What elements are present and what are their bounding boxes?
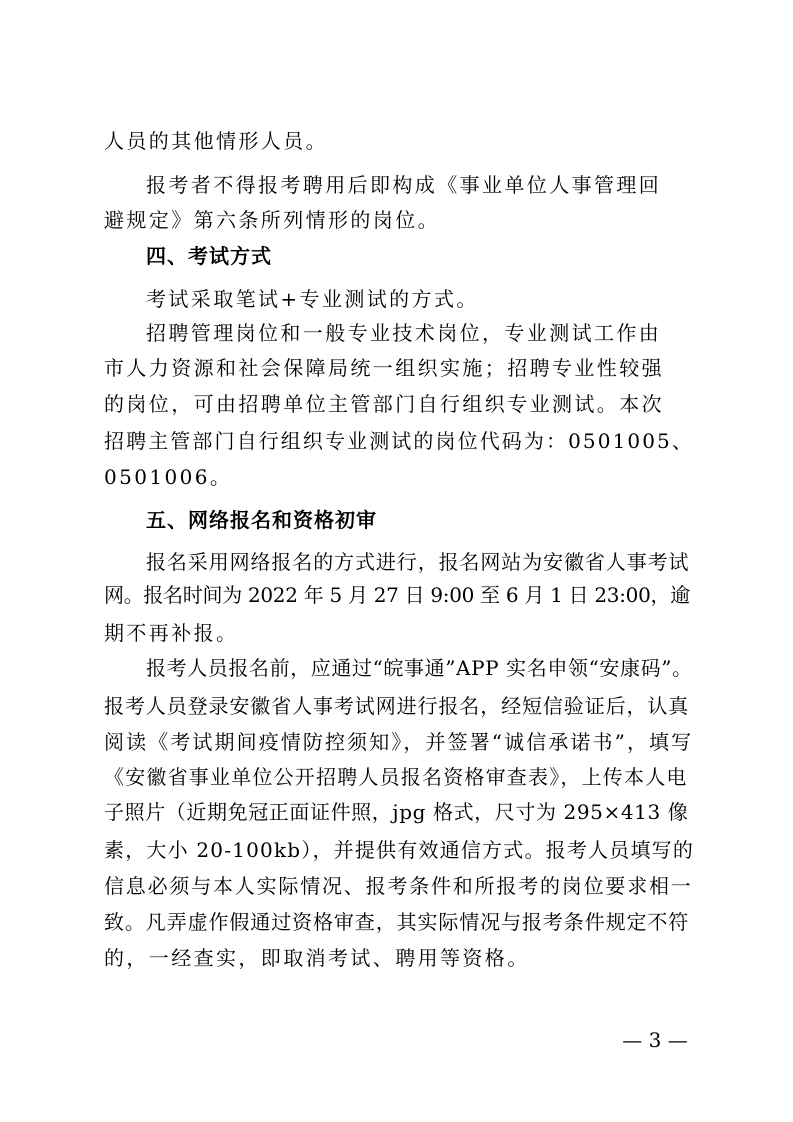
text-line: 报考人员登录安徽省人事考试网进行报名，经短信验证后，认真 [104, 694, 690, 718]
text-line: 0501006。 [104, 465, 233, 489]
text-line: 致。凡弄虚作假通过资格审查，其实际情况与报考条件规定不符 [104, 910, 690, 934]
text-line: 素，大小 20-100kb），并提供有效通信方式。报考人员填写的 [104, 838, 695, 862]
text-line: 招聘管理岗位和一般专业技术岗位，专业测试工作由 [146, 321, 662, 345]
text-line: 人员的其他情形人员。 [104, 129, 328, 153]
section-heading: 四、考试方式 [146, 244, 272, 268]
text-line: 报考人员报名前，应通过“皖事通”APP 实名申领“安康码”。 [146, 656, 693, 680]
text-line: 阅读《考试期间疫情防控须知》，并签署“诚信承诺书”，填写 [104, 730, 694, 754]
page-number: — 3 — [622, 1028, 688, 1052]
text-line: 招聘主管部门自行组织专业测试的岗位代码为：0501005、 [104, 429, 694, 453]
text-line: 避规定》第六条所列情形的岗位。 [104, 208, 440, 232]
text-line: 网。报名时间为 2022 年 5 月 27 日 9:00 至 6 月 1 日 23:00，逾 [104, 583, 690, 607]
text-line: 信息必须与本人实际情况、报考条件和所报考的岗位要求相一 [104, 874, 693, 898]
text-line: 子照片（近期免冠正面证件照，jpg 格式，尺寸为 295×413 像 [104, 800, 689, 824]
text-line: 《安徽省事业单位公开招聘人员报名资格审查表》，上传本人电 [104, 765, 688, 789]
text-line: 市人力资源和社会保障局统一组织实施；招聘专业性较强 [104, 356, 664, 380]
text-line: 期不再补报。 [104, 621, 239, 645]
text-line: 的岗位，可由招聘单位主管部门自行组织专业测试。本次 [104, 392, 664, 416]
text-line: 报考者不得报考聘用后即构成《事业单位人事管理回 [146, 173, 662, 197]
section-heading: 五、网络报名和资格初审 [146, 508, 377, 532]
text-line: 报名采用网络报名的方式进行，报名网站为安徽省人事考试 [146, 550, 690, 574]
text-line: 的，一经查实，即取消考试、聘用等资格。 [104, 946, 530, 970]
text-line: 考试采取笔试+专业测试的方式。 [146, 287, 479, 311]
